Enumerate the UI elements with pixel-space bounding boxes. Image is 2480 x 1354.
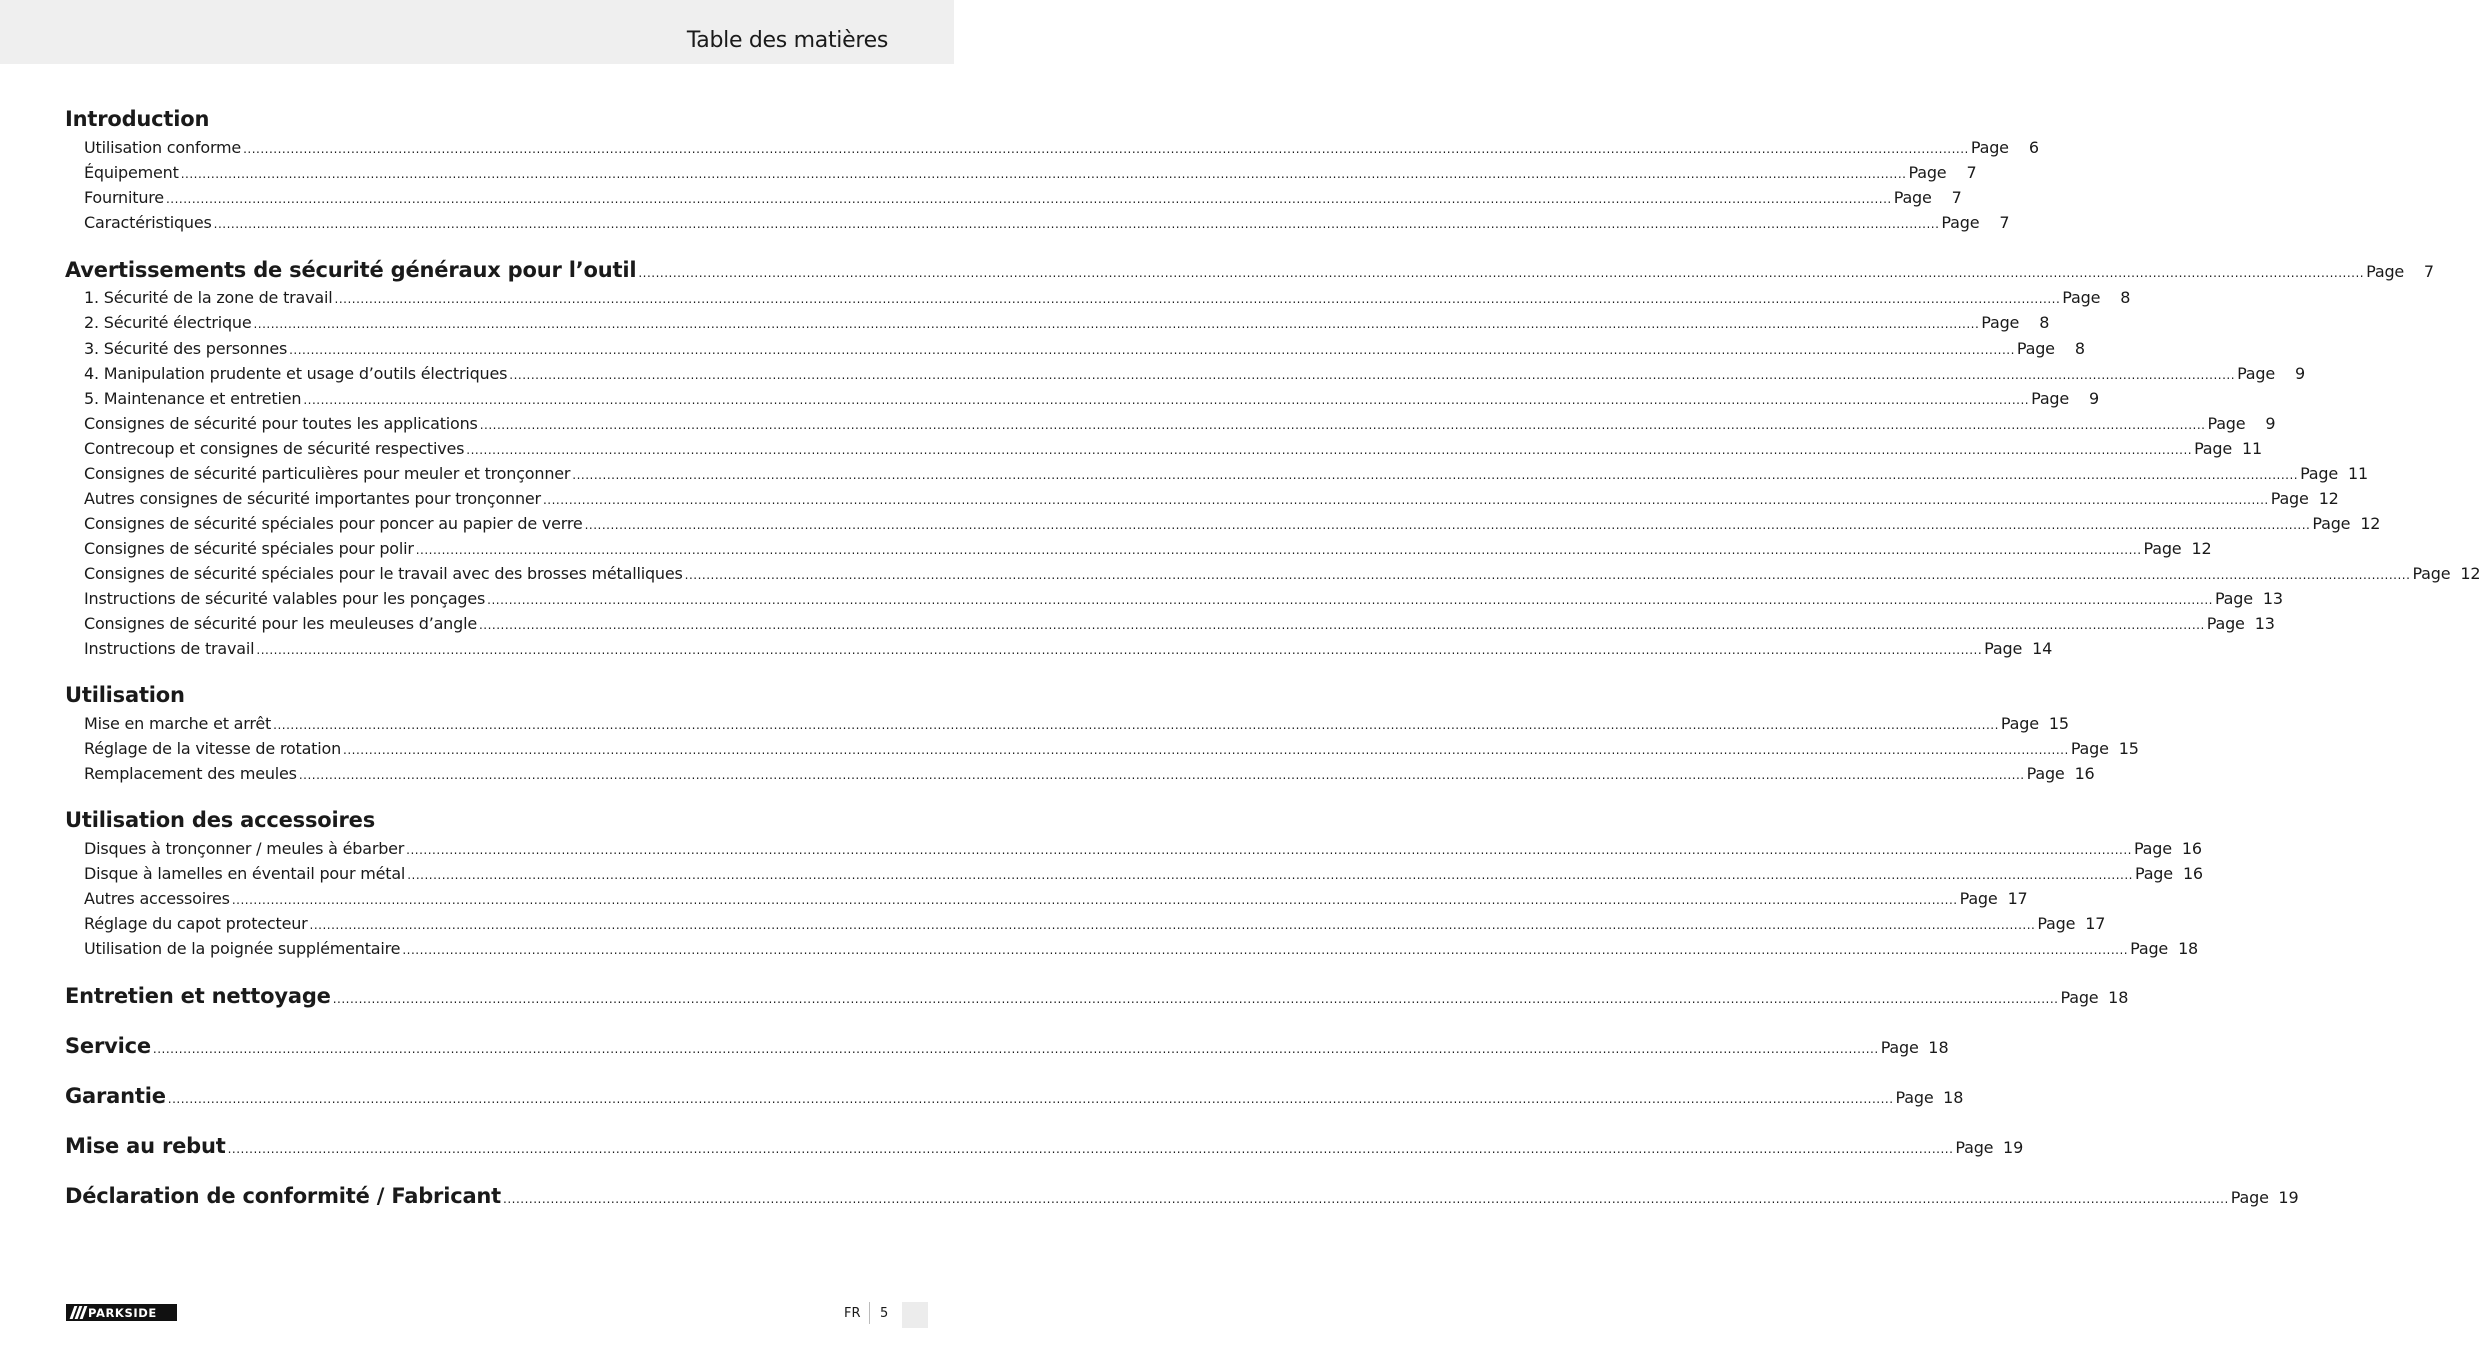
page-label: Page — [2366, 262, 2405, 281]
page-number: 18 — [2178, 939, 2199, 958]
logo-brand-text: PARKSIDE — [88, 1305, 157, 1320]
toc-section-row[interactable] — [65, 1084, 1964, 1114]
toc-entry-title: 2. Sécurité électrique — [84, 313, 252, 332]
footer-page-number: 5 — [880, 1306, 889, 1321]
toc-entry-title: Réglage de la vitesse de rotation — [84, 739, 342, 758]
dot-leader: ................................................................................................................................................................................................................................................................................................................................................................................................................ — [165, 192, 1892, 206]
page-label: Page — [1984, 639, 2023, 658]
page-number: 11 — [2348, 464, 2369, 483]
page-label: Page — [2026, 764, 2065, 783]
page-label: Page — [2070, 739, 2109, 758]
toc-entry-row[interactable] — [84, 514, 2381, 536]
toc-section-row[interactable] — [65, 1134, 2024, 1164]
toc-entry-row[interactable] — [84, 839, 2202, 861]
toc-entry-title: 1. Sécurité de la zone de travail — [84, 288, 333, 307]
dot-leader: ................................................................................................................................................................................................................................................................................................................................................................................................................ — [415, 543, 2142, 557]
footer-language: FR — [844, 1306, 861, 1321]
dot-leader: ................................................................................................................................................................................................................................................................................................................................................................................................................ — [407, 868, 2133, 882]
toc-entry-title: Autres accessoires — [84, 889, 230, 908]
dot-leader: ................................................................................................................................................................................................................................................................................................................................................................................................................ — [152, 1042, 1879, 1056]
toc-entry-title: 3. Sécurité des personnes — [84, 339, 288, 358]
page-label: Page — [2016, 339, 2055, 358]
page-number: 8 — [2074, 339, 2085, 358]
dot-leader: ................................................................................................................................................................................................................................................................................................................................................................................................................ — [402, 943, 2129, 957]
page-label: Page — [1895, 1088, 1934, 1107]
toc-entry-title: Instructions de sécurité valables pour les ponçages — [84, 589, 486, 608]
page-number: 9 — [2295, 364, 2305, 383]
page-label: Page — [1908, 163, 1947, 182]
page-number: 8 — [2039, 313, 2050, 332]
dot-leader: ................................................................................................................................................................................................................................................................................................................................................................................................................ — [298, 768, 2025, 782]
toc-entry-title: Avertissements de sécurité généraux pour l’outil — [65, 258, 637, 282]
page-label: Page — [2270, 489, 2309, 508]
page-number: 16 — [2074, 764, 2095, 783]
toc-entry-row[interactable] — [84, 589, 2283, 611]
toc-entry-title: Contrecoup et consignes de sécurité respectives — [84, 439, 465, 458]
page-label: Page — [1880, 1038, 1919, 1057]
footer-divider — [869, 1302, 870, 1324]
toc-entry-title: 4. Manipulation prudente et usage d’outils électriques — [84, 364, 508, 383]
toc-entry-title: Entretien et nettoyage — [65, 984, 331, 1008]
page-label: Page — [2230, 1188, 2269, 1207]
toc-entry-title: Réglage du capot protecteur — [84, 914, 308, 933]
toc-entry-row[interactable] — [84, 889, 2028, 911]
page-label: Page — [2130, 939, 2169, 958]
dot-leader: ................................................................................................................................................................................................................................................................................................................................................................................................................ — [509, 368, 2236, 382]
dot-leader: ................................................................................................................................................................................................................................................................................................................................................................................................................ — [542, 493, 2269, 507]
toc-entry-title: Fourniture — [84, 188, 164, 207]
dot-leader: ................................................................................................................................................................................................................................................................................................................................................................................................................ — [273, 718, 1999, 732]
page-number: 13 — [2262, 589, 2283, 608]
toc-entry-title: Consignes de sécurité pour toutes les applications — [84, 414, 478, 433]
page-number: 9 — [2265, 414, 2276, 433]
toc-entry-title: Instructions de travail — [84, 639, 255, 658]
parkside-logo — [66, 1304, 177, 1321]
page-number: 7 — [1966, 163, 1977, 182]
dot-leader: ................................................................................................................................................................................................................................................................................................................................................................................................................ — [167, 1092, 1894, 1106]
page-number: 18 — [1943, 1088, 1964, 1107]
page-label: Page — [2237, 364, 2275, 383]
dot-leader: ................................................................................................................................................................................................................................................................................................................................................................................................................ — [332, 992, 2059, 1006]
dot-leader: ................................................................................................................................................................................................................................................................................................................................................................................................................ — [231, 893, 1958, 907]
toc-entry-row[interactable] — [84, 138, 2039, 160]
page-number: 7 — [2423, 262, 2435, 281]
toc-entry-title: Remplacement des meules — [84, 764, 297, 783]
toc-entry-title: Mise au rebut — [65, 1134, 226, 1158]
toc-entry-row[interactable] — [84, 489, 2339, 511]
toc-entry-title: Disques à tronçonner / meules à ébarber — [84, 839, 405, 858]
toc-entry-row[interactable] — [84, 313, 2050, 335]
page-number: 6 — [2028, 138, 2039, 157]
page-label: Page — [1981, 313, 2020, 332]
toc-entry-row[interactable] — [84, 739, 2139, 761]
toc-entry-title: Disque à lamelles en éventail pour métal — [84, 864, 406, 883]
dot-leader: ................................................................................................................................................................................................................................................................................................................................................................................................................ — [253, 317, 1980, 331]
page-label: Page — [1959, 889, 1998, 908]
dot-leader: ................................................................................................................................................................................................................................................................................................................................................................................................................ — [487, 593, 2213, 607]
dot-leader: ................................................................................................................................................................................................................................................................................................................................................................................................................ — [243, 142, 1969, 156]
toc-entry-title: Garantie — [65, 1084, 166, 1108]
page-label: Page — [2000, 714, 2039, 733]
toc-entry-row[interactable] — [84, 389, 2100, 411]
toc-section-row[interactable] — [65, 1184, 2299, 1214]
toc-entry-row[interactable] — [84, 639, 2053, 661]
toc-entry-row[interactable] — [84, 188, 1962, 210]
page-number: 7 — [1951, 188, 1962, 207]
dot-leader: ................................................................................................................................................................................................................................................................................................................................................................................................................ — [584, 518, 2311, 532]
toc-entry-row[interactable] — [84, 213, 2010, 235]
page-number: 7 — [1999, 213, 2010, 232]
dot-leader: ................................................................................................................................................................................................................................................................................................................................................................................................................ — [303, 393, 2030, 407]
toc-entry-row[interactable] — [84, 439, 2263, 461]
dot-leader: ................................................................................................................................................................................................................................................................................................................................................................................................................ — [213, 217, 1940, 231]
page-number: 12 — [2318, 489, 2339, 508]
page-number: 19 — [2002, 1138, 2024, 1157]
dot-leader: ................................................................................................................................................................................................................................................................................................................................................................................................................ — [180, 167, 1907, 181]
footer-tab-marker — [902, 1302, 928, 1328]
page-number: 15 — [2118, 739, 2139, 758]
toc-entry-row[interactable] — [84, 864, 2203, 886]
page-number: 13 — [2254, 614, 2275, 633]
page-number: 9 — [2089, 389, 2100, 408]
toc-entry-title: Consignes de sécurité spéciales pour le travail avec des brosses métalliques — [84, 564, 683, 583]
toc-entry-title: Déclaration de conformité / Fabricant — [65, 1184, 502, 1208]
dot-leader: ................................................................................................................................................................................................................................................................................................................................................................................................................ — [478, 618, 2205, 632]
toc-entry-title: Utilisation de la poignée supplémentaire — [84, 939, 401, 958]
page-label: Page — [1955, 1138, 1994, 1157]
toc-entry-title: Consignes de sécurité spéciales pour polir — [84, 539, 414, 558]
toc-entry-row[interactable] — [84, 464, 2369, 486]
toc-entry-title: Autres consignes de sécurité importantes pour tronçonner — [84, 489, 541, 508]
toc-entry-row[interactable] — [84, 339, 2085, 361]
dot-leader: ................................................................................................................................................................................................................................................................................................................................................................................................................ — [638, 266, 2365, 280]
page-number: 16 — [2181, 839, 2202, 858]
page-number: 8 — [2120, 288, 2131, 307]
page-label: Page — [2214, 589, 2253, 608]
toc-entry-row[interactable] — [84, 914, 2106, 936]
page-title: Table des matières — [686, 28, 888, 53]
page-number: 17 — [2085, 914, 2106, 933]
page-label: Page — [2062, 288, 2101, 307]
toc-entry-title: 5. Maintenance et entretien — [84, 389, 302, 408]
page-number: 12 — [2460, 564, 2480, 583]
page-number: 19 — [2278, 1188, 2299, 1207]
page-label: Page — [2412, 564, 2451, 583]
dot-leader: ................................................................................................................................................................................................................................................................................................................................................................................................................ — [227, 1142, 1954, 1156]
dot-leader: ................................................................................................................................................................................................................................................................................................................................................................................................................ — [572, 468, 2299, 482]
page-label: Page — [2143, 539, 2182, 558]
page-number: 17 — [2007, 889, 2028, 908]
dot-leader: ................................................................................................................................................................................................................................................................................................................................................................................................................ — [334, 292, 2061, 306]
page-number: 18 — [2108, 988, 2129, 1007]
dot-leader: ................................................................................................................................................................................................................................................................................................................................................................................................................ — [503, 1192, 2229, 1206]
toc-entry-row[interactable] — [84, 939, 2199, 961]
page-number: 12 — [2360, 514, 2381, 533]
page-label: Page — [2134, 864, 2173, 883]
page-label: Page — [2031, 389, 2070, 408]
toc-entry-row[interactable] — [84, 288, 2131, 310]
page-label: Page — [2060, 988, 2099, 1007]
dot-leader: ................................................................................................................................................................................................................................................................................................................................................................................................................ — [479, 418, 2206, 432]
page-label: Page — [2207, 414, 2246, 433]
page-number: 16 — [2182, 864, 2203, 883]
toc-heading: Utilisation des accessoires — [65, 808, 375, 832]
page-number: 11 — [2242, 439, 2263, 458]
page-number: 12 — [2191, 539, 2212, 558]
dot-leader: ................................................................................................................................................................................................................................................................................................................................................................................................................ — [289, 343, 2015, 357]
toc-entry-row[interactable] — [84, 539, 2212, 561]
toc-entry-title: Utilisation conforme — [84, 138, 242, 157]
toc-heading: Utilisation — [65, 683, 185, 707]
dot-leader: ................................................................................................................................................................................................................................................................................................................................................................................................................ — [684, 568, 2411, 582]
toc-entry-title: Consignes de sécurité pour les meuleuses d’angle — [84, 614, 477, 633]
toc-entry-row[interactable] — [84, 614, 2275, 636]
dot-leader: ................................................................................................................................................................................................................................................................................................................................................................................................................ — [406, 843, 2132, 857]
page-number: 15 — [2048, 714, 2069, 733]
toc-entry-row[interactable] — [84, 414, 2276, 436]
toc-entry-title: Caractéristiques — [84, 213, 212, 232]
toc-entry-row[interactable] — [84, 714, 2069, 736]
toc-section-row[interactable] — [65, 1034, 1949, 1064]
toc-entry-row[interactable] — [84, 364, 2305, 386]
page-label: Page — [2133, 839, 2172, 858]
page-label: Page — [2037, 914, 2076, 933]
toc-entry-row[interactable] — [84, 163, 1977, 185]
toc-entry-title: Service — [65, 1034, 151, 1058]
page-label: Page — [1893, 188, 1932, 207]
page-label: Page — [2312, 514, 2351, 533]
header-band — [0, 0, 954, 64]
page-number: 18 — [1928, 1038, 1949, 1057]
page-label: Page — [2206, 614, 2245, 633]
logo-stripes-icon — [66, 1304, 86, 1321]
toc-heading: Introduction — [65, 107, 210, 131]
toc-entry-title: Équipement — [84, 163, 179, 182]
page-number: 14 — [2032, 639, 2053, 658]
toc-section-row[interactable] — [65, 984, 2129, 1014]
toc-entry-row[interactable] — [84, 764, 2095, 786]
toc-entry-row[interactable] — [84, 564, 2480, 586]
page-label: Page — [1970, 138, 2009, 157]
page-label: Page — [2194, 439, 2233, 458]
page-label: Page — [2300, 464, 2339, 483]
dot-leader: ................................................................................................................................................................................................................................................................................................................................................................................................................ — [309, 918, 2036, 932]
toc-entry-title: Mise en marche et arrêt — [84, 714, 272, 733]
toc-section-row[interactable] — [65, 258, 2435, 288]
dot-leader: ................................................................................................................................................................................................................................................................................................................................................................................................................ — [466, 443, 2193, 457]
page-label: Page — [1941, 213, 1980, 232]
toc-entry-title: Consignes de sécurité spéciales pour poncer au papier de verre — [84, 514, 583, 533]
dot-leader: ................................................................................................................................................................................................................................................................................................................................................................................................................ — [256, 643, 1983, 657]
toc-entry-title: Consignes de sécurité particulières pour meuler et tronçonner — [84, 464, 571, 483]
dot-leader: ................................................................................................................................................................................................................................................................................................................................................................................................................ — [343, 743, 2069, 757]
